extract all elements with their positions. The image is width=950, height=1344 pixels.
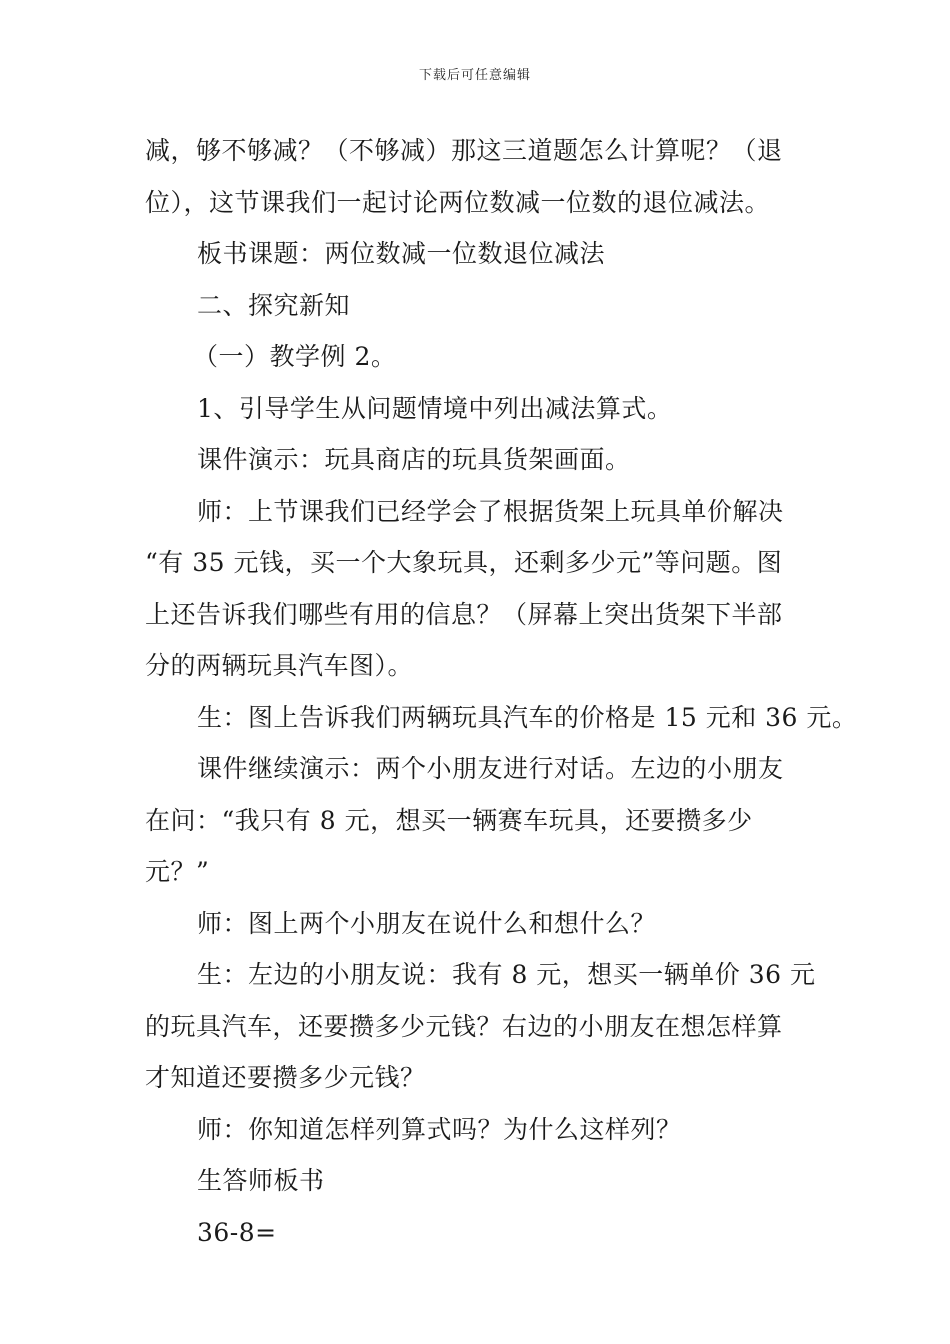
text-line: 位），这节课我们一起讨论两位数减一位数的退位减法。 (145, 187, 771, 217)
text-line: 才知道还要攒多少元钱？ (145, 1063, 426, 1092)
text-line: 分的两辆玩具汽车图）。 (145, 651, 414, 680)
text-line: 上还告诉我们哪些有用的信息？（屏幕上突出货架下半部 (145, 599, 783, 629)
text-line: 生答师板书 (197, 1166, 325, 1195)
text-line: 生：左边的小朋友说：我有 8 元，想买一辆单价 36 元 (197, 960, 816, 989)
text-line: 师：上节课我们已经学会了根据货架上玩具单价解决 (197, 496, 784, 526)
subsection-heading: （一）教学例 2。 (193, 342, 397, 371)
section-heading: 二、探究新知 (197, 290, 351, 320)
text-line: “有 35 元钱，买一个大象玩具，还剩多少元”等问题。图 (145, 548, 783, 577)
text-line: 在问：“我只有 8 元，想买一辆赛车玩具，还要攒多少 (145, 805, 753, 835)
equation-line: 36-8= (197, 1217, 277, 1247)
text-line: 元？” (145, 857, 210, 886)
text-line: 的玩具汽车，还要攒多少元钱？右边的小朋友在想怎样算 (145, 1011, 783, 1041)
page-header: 下载后可任意编辑 (418, 68, 531, 83)
text-line: 师：你知道怎样列算式吗？为什么这样列？ (197, 1114, 682, 1144)
text-line: 师：图上两个小朋友在说什么和想什么？ (197, 908, 657, 938)
document-body (145, 125, 858, 1258)
board-title-line: 板书课题：两位数减一位数退位减法 (197, 239, 606, 268)
text-line: 减，够不够减？（不够减）那这三道题怎么计算呢？（退 (145, 136, 783, 165)
text-line: 生：图上告诉我们两辆玩具汽车的价格是 15 元和 36 元。 (197, 702, 858, 732)
text-line: 课件继续演示：两个小朋友进行对话。左边的小朋友 (197, 754, 784, 783)
text-line: 课件演示：玩具商店的玩具货架画面。 (197, 445, 631, 474)
step-heading: 1、引导学生从问题情境中列出减法算式。 (197, 393, 673, 423)
